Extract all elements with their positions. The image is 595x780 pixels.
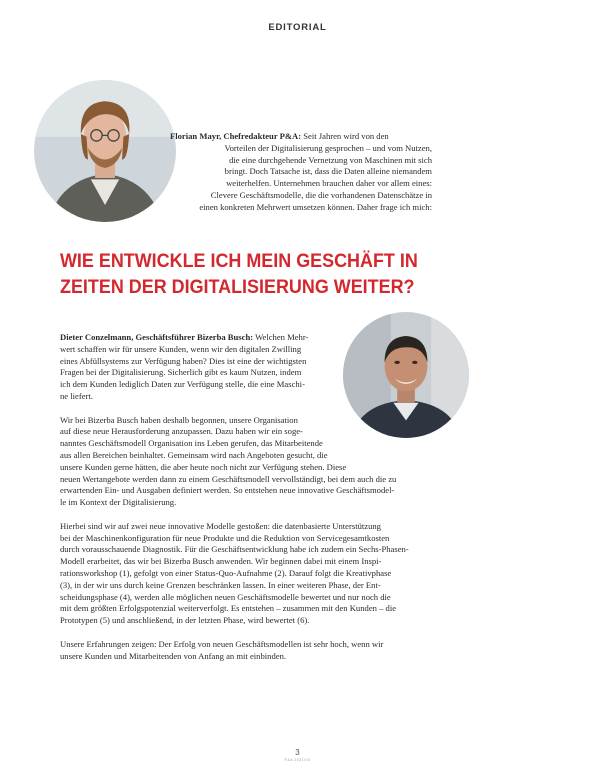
intro-speaker: Florian Mayr, Chefredakteur P&A: — [170, 131, 302, 141]
answer-line: nanntes Geschäftsmodell Organisation ins Leben gerufen, das Mitarbeitende — [60, 438, 323, 449]
answer-line: aus allen Bereichen beinhaltet. Gemeinsam wird nach Angeboten gesucht, die — [60, 449, 328, 460]
answer-line: Prototypen (5) und anschließend, in der letzten Phase, wird bewertet (6). — [60, 615, 310, 626]
answer-line: (3), in der wir uns durch keine Grenzen beschränken lassen. In einer weiteren Phase, der Ent- — [60, 579, 381, 590]
answer-line: bei der Maschinenkonfiguration für neue Produkte und die Reduktion von Servicegesamtkosten — [60, 532, 390, 543]
answer-line: wert schaffen wir für unsere Kunden, wenn wir den digitalen Zwilling — [60, 343, 302, 354]
answer-line: le im Kontext der Digitalisierung. — [60, 497, 177, 508]
answer-line — [60, 332, 470, 344]
magazine-mark: P&A 2021/03 — [284, 758, 311, 762]
answer-paragraph-4 — [60, 639, 470, 663]
answer-line: Modell erarbeitet, das wir bei Bizerba Busch anwenden. Wir beginnen dabei mit einem Inspi- — [60, 556, 382, 567]
intro-line: die eine durchgehende Vernetzung von Maschinen mit sich — [229, 154, 432, 165]
answer-paragraph-3 — [60, 521, 470, 627]
headline — [60, 248, 446, 300]
intro-line — [170, 131, 432, 143]
section-label: EDITORIAL — [268, 22, 327, 33]
answer-line: Unsere Erfahrungen zeigen: Der Erfolg von neuen Geschäftsmodellen ist sehr hoch, wenn wir — [60, 638, 384, 649]
answer-line: mit dem größten Erfolgspotenzial weiterverfolgt. Es entstehen – zusammen mit den Kunden – die — [60, 603, 397, 614]
answer-line: auf diese neue Herausforderung anzupassen. Dazu haben wir ein soge- — [60, 426, 303, 437]
intro-text — [170, 131, 432, 214]
answer-line: scheidungsphase (4), werden alle möglichen neuen Geschäftsmodelle bewertet und nur noch die — [60, 591, 391, 602]
intro-line: weiterhelfen. Unternehmen brauchen daher vor allem eines: — [226, 178, 432, 189]
answer-line: eines Abfüllsystems zur Verfügung haben? Dies ist eine der wichtigsten — [60, 355, 307, 366]
answer-line: Hierbei sind wir auf zwei neue innovative Modelle gestoßen: die datenbasierte Unterstützung — [60, 520, 381, 531]
answer-line: rationsworkshop (1), gefolgt von einer Status-Quo-Aufnahme (2). Darauf folgt die Kreativphase — [60, 567, 392, 578]
headline-line-1: WIE ENTWICKLE ICH MEIN GESCHÄFT IN — [60, 250, 418, 272]
intro-line: Clevere Geschäftsmodelle, die die vorhandenen Datenschätze in — [210, 189, 432, 200]
answer-text — [60, 332, 470, 674]
answer-line: Fragen bei der Digitalisierung. Sicherlich gibt es kaum Nutzen, indem — [60, 367, 302, 378]
answer-line-text: Welchen Mehr- — [253, 332, 309, 342]
intro-line: bringt. Doch Tatsache ist, dass die Daten alleine niemandem — [224, 166, 432, 177]
intro-line: einen konkreten Mehrwert umsetzen können. Daher frage ich mich: — [199, 201, 432, 212]
editor-portrait — [34, 80, 176, 222]
intro-line: Vorteilen der Digitalisierung gesprochen – und vom Nutzen, — [224, 142, 432, 153]
answer-line: erwartenden Ein- und Ausgaben definiert werden. So entstehen neue innovative Geschäftsmodel- — [60, 485, 395, 496]
page-number: 3 — [295, 748, 300, 757]
headline-line-2: ZEITEN DER DIGITALISIERUNG WEITER? — [60, 276, 415, 298]
answer-line: Wir bei Bizerba Busch haben deshalb begonnen, unsere Organisation — [60, 414, 298, 425]
answer-line: ne liefert. — [60, 390, 93, 401]
answer-line: unsere Kunden gerne hätten, die aber heute noch nicht zur Verfügung stehen. Diese — [60, 461, 347, 472]
answer-paragraph-1 — [60, 332, 470, 403]
answer-paragraph-2 — [60, 415, 470, 509]
intro-line-text: Seit Jahren wird von den — [301, 131, 389, 141]
answer-speaker: Dieter Conzelmann, Geschäftsführer Bizerba Busch: — [60, 332, 254, 342]
answer-line: unsere Kunden und Mitarbeitenden von Anfang an mit einbinden. — [60, 650, 287, 661]
answer-line: durch vorausschauende Diagnostik. Für die Geschäftsentwicklung habe ich zudem ein Sechs-Phasen- — [60, 544, 409, 555]
answer-line: neuen Wertangebote werden dann zu einem Geschäftsmodell vervollständigt, bei dem auch die zu — [60, 473, 397, 484]
answer-line: ich dem Kunden lediglich Daten zur Verfügung stelle, die eine Maschi- — [60, 379, 305, 390]
